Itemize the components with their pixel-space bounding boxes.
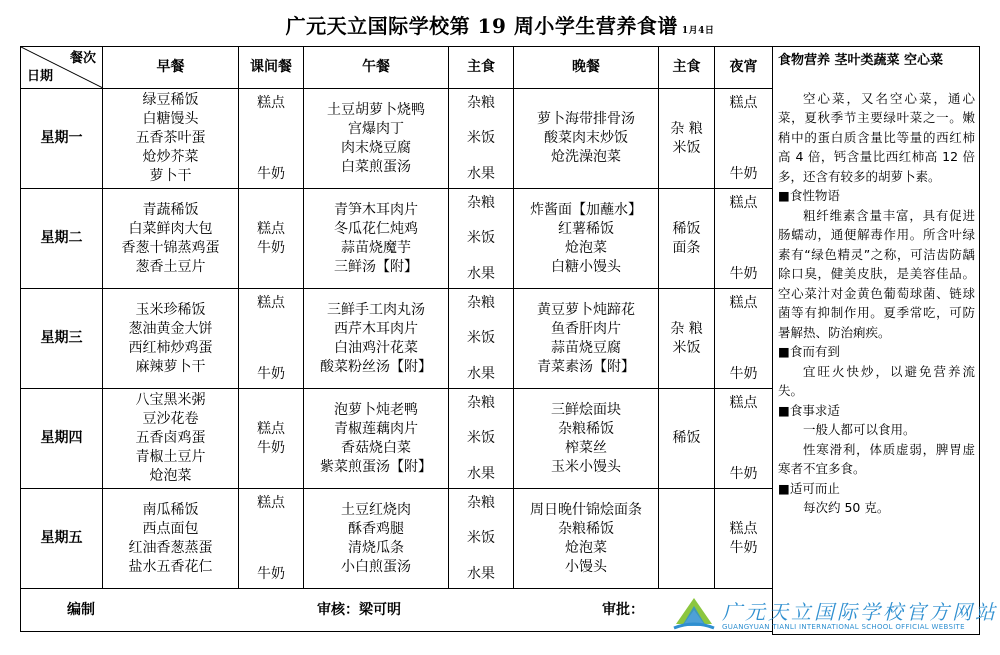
breakfast-cell-item: 五香卤鸡蛋 [135, 430, 206, 446]
breakfast-cell-item: 西点面包 [142, 520, 199, 537]
lunch-cell [304, 189, 449, 289]
breakfast-cell-item: 八宝黑米粥 [135, 392, 206, 408]
dinner-staple-cell-item: 稀饭 [672, 430, 701, 446]
school-watermark-logo [670, 594, 998, 638]
dinner-cell-item: 玉米小馒头 [551, 458, 621, 475]
night-snack-cell-item: 牛奶 [729, 539, 758, 556]
night-snack-cell-item: 牛奶 [729, 465, 758, 482]
snack-cell-item: 牛奶 [257, 165, 285, 182]
lunch-staple-cell-item: 水果 [467, 165, 495, 182]
night-snack-cell-item: 牛奶 [729, 165, 758, 182]
lunch-cell [304, 289, 449, 389]
day-row [21, 89, 773, 189]
dinner-cell-item: 杂粮稀饭 [558, 420, 614, 437]
header-dinner: 晚餐 [514, 47, 659, 89]
night-snack-cell [715, 89, 773, 189]
breakfast-cell [103, 289, 239, 389]
lunch-staple-cell-item: 杂粮 [467, 394, 495, 411]
lunch-staple-cell-item: 杂粮 [467, 294, 495, 311]
dinner-cell-item: 炸酱面【加蘸水】 [530, 201, 642, 218]
footer-approver: 审批： [602, 601, 644, 618]
breakfast-cell [103, 389, 239, 489]
title-date: 1月4日 [681, 26, 715, 36]
lunch-staple-cell [449, 89, 514, 189]
lunch-cell [304, 89, 449, 189]
header-row [21, 47, 773, 89]
school-logo-icon [670, 594, 718, 634]
header-night-snack: 夜宵 [715, 47, 773, 89]
snack-cell [239, 389, 304, 489]
header-staple-lunch: 主食 [449, 47, 514, 89]
breakfast-cell-item: 白糖馒头 [142, 111, 199, 127]
dinner-cell-item: 鱼香肝肉片 [551, 320, 621, 337]
dinner-cell-item: 炝泡菜 [565, 239, 607, 256]
snack-cell-item: 糕点 [257, 294, 285, 311]
corner-date-label: 日期 [27, 69, 54, 84]
dinner-staple-cell-item: 米饭 [672, 339, 701, 356]
lunch-staple-cell-item: 水果 [467, 465, 495, 482]
day-name: 星期三 [21, 289, 103, 389]
sidebar-section-text: 宜旺火快炒，以避免营养流失。 [778, 363, 975, 398]
lunch-staple-cell [449, 289, 514, 389]
lunch-cell-item: 土豆红烧肉 [341, 501, 411, 518]
dinner-cell-item: 白糖小馒头 [551, 258, 621, 275]
nutrition-sidebar [772, 46, 980, 635]
lunch-staple-cell-item: 水果 [467, 265, 495, 282]
breakfast-cell-item: 青椒土豆片 [135, 449, 206, 465]
breakfast-cell-item: 盐水五香花仁 [128, 558, 213, 575]
breakfast-cell-item: 青蔬稀饭 [142, 201, 199, 218]
dinner-staple-cell-item: 米饭 [672, 139, 701, 156]
header-staple-dinner: 主食 [659, 47, 715, 89]
lunch-cell-item: 宫爆肉丁 [348, 120, 404, 137]
breakfast-cell-item: 葱香土豆片 [135, 258, 206, 275]
lunch-cell-item: 三鲜汤【附】 [334, 258, 418, 275]
lunch-staple-cell-item: 米饭 [467, 530, 495, 546]
night-snack-cell-item: 糕点 [729, 520, 758, 537]
lunch-cell-item: 清烧瓜条 [348, 539, 404, 556]
sidebar-section-title: ■ 食事求适 [778, 401, 975, 421]
night-snack-cell-item: 糕点 [729, 394, 758, 411]
night-snack-cell [715, 289, 773, 389]
day-row [21, 489, 773, 589]
dinner-cell-item: 炝泡菜 [565, 539, 607, 556]
footer-row [21, 589, 773, 632]
night-snack-cell-item: 糕点 [729, 194, 758, 211]
dinner-staple-cell-item: 面条 [672, 239, 701, 256]
dinner-cell [514, 289, 659, 389]
snack-cell-item: 牛奶 [257, 439, 285, 456]
night-snack-cell [715, 189, 773, 289]
title-text: 广元天立国际学校第 19 周小学生营养食谱 [285, 14, 678, 38]
dinner-cell-item: 炝洗澡泡菜 [551, 149, 621, 165]
breakfast-cell-item: 葱油黄金大饼 [128, 320, 213, 337]
night-snack-cell-item: 牛奶 [729, 365, 758, 382]
day-row [21, 389, 773, 489]
day-name: 星期四 [21, 389, 103, 489]
dinner-cell-item: 青菜素汤【附】 [537, 358, 635, 375]
lunch-staple-cell-item: 杂粮 [467, 94, 495, 111]
lunch-cell-item: 紫菜煎蛋汤【附】 [320, 458, 432, 475]
dinner-staple-cell [659, 89, 715, 189]
breakfast-cell-item: 南瓜稀饭 [142, 501, 199, 518]
lunch-staple-cell [449, 489, 514, 589]
sidebar-section-text: 性寒滑利，体质虚弱，脾胃虚寒者不宜多食。 [778, 441, 975, 476]
day-name: 星期五 [21, 489, 103, 589]
sidebar-intro: 空心菜，又名空心菜，通心菜，夏秋季节主要绿叶菜之一。嫩稍中的蛋白质含量比等量的西红柿高 4 倍，钙含量比西红柿高 12 倍多，还含有较多的胡萝卜素。 [778, 90, 975, 184]
lunch-staple-cell-item: 米饭 [467, 430, 495, 446]
dinner-cell-item: 杂粮稀饭 [558, 520, 614, 537]
dinner-cell-item: 萝卜海带排骨汤 [537, 111, 635, 127]
dinner-staple-cell-item: 杂 粮 [670, 320, 703, 337]
page-title [0, 10, 1000, 39]
dinner-cell [514, 89, 659, 189]
corner-meal-label: 餐次 [69, 51, 96, 66]
breakfast-cell-item: 萝卜干 [149, 168, 192, 184]
dinner-cell-item: 红薯稀饭 [558, 220, 614, 237]
dinner-staple-cell-item: 稀饭 [672, 220, 701, 237]
breakfast-cell-item: 红油香葱蒸蛋 [128, 539, 213, 556]
lunch-staple-cell-item: 水果 [467, 365, 495, 382]
lunch-staple-cell-item: 杂粮 [467, 194, 495, 211]
dinner-cell-item: 黄豆萝卜炖蹄花 [537, 301, 635, 318]
dinner-staple-cell [659, 289, 715, 389]
sidebar-section-title: ■ 适可而止 [778, 479, 975, 499]
lunch-staple-cell-item: 杂粮 [467, 494, 495, 511]
dinner-cell-item: 蒜苗烧豆腐 [551, 339, 621, 356]
lunch-cell-item: 冬瓜花仁炖鸡 [334, 220, 418, 237]
dinner-cell-item: 周日晚什锦烩面条 [530, 501, 642, 518]
snack-cell-item: 牛奶 [257, 365, 285, 382]
breakfast-cell [103, 489, 239, 589]
lunch-staple-cell-item: 米饭 [467, 130, 495, 146]
footer-editor: 编制 [67, 601, 95, 618]
snack-cell-item: 牛奶 [257, 239, 285, 256]
breakfast-cell-item: 豆沙花卷 [142, 411, 199, 427]
dinner-cell [514, 189, 659, 289]
dinner-cell [514, 489, 659, 589]
footer-reviewer: 审核：梁可明 [317, 601, 401, 618]
night-snack-cell [715, 489, 773, 589]
lunch-staple-cell [449, 389, 514, 489]
snack-cell-item: 牛奶 [257, 565, 285, 582]
dinner-staple-cell [659, 189, 715, 289]
night-snack-cell-item: 糕点 [729, 294, 758, 311]
dinner-cell [514, 389, 659, 489]
header-lunch: 午餐 [304, 47, 449, 89]
breakfast-cell-item: 炝泡菜 [149, 468, 192, 484]
lunch-cell-item: 土豆胡萝卜烧鸭 [327, 101, 425, 118]
lunch-staple-cell [449, 189, 514, 289]
breakfast-cell-item: 白菜鲜肉大包 [128, 220, 213, 237]
lunch-cell [304, 389, 449, 489]
snack-cell-item: 糕点 [257, 94, 285, 111]
sidebar-section-title: ■ 食而有到 [778, 342, 975, 362]
breakfast-cell-item: 玉米珍稀饭 [135, 301, 206, 318]
lunch-cell-item: 青笋木耳肉片 [334, 201, 418, 218]
sidebar-section-text: 粗纤维素含量丰富，具有促进肠蠕动，通便解毒作用。所含叶绿素有“绿色精灵”之称，可洁齿防龋除口臭，健美皮肤，是美容佳品。空心菜汁对金黄色葡萄球菌、链球菌等有抑制作用。夏季常吃，可防暑解热、防治痢疾。 [778, 207, 975, 340]
lunch-cell-item: 三鲜手工肉丸汤 [327, 301, 425, 318]
lunch-cell-item: 小白煎蛋汤 [341, 558, 411, 575]
lunch-cell-item: 酥香鸡腿 [348, 520, 404, 537]
lunch-cell-item: 泡萝卜炖老鸭 [334, 401, 418, 418]
night-snack-cell-item: 糕点 [729, 94, 758, 111]
lunch-cell-item: 肉末烧豆腐 [341, 139, 411, 156]
watermark-english: GUANGYUAN TIANLI INTERNATIONAL SCHOOL OFFICIAL WEBSITE [722, 623, 965, 631]
sidebar-section-text: 每次约 50 克。 [803, 500, 890, 515]
corner-cell [21, 47, 103, 89]
lunch-cell [304, 489, 449, 589]
dinner-cell-item: 小馒头 [565, 558, 607, 575]
snack-cell [239, 289, 304, 389]
dinner-staple-cell [659, 489, 715, 589]
breakfast-cell-item: 绿豆稀饭 [142, 92, 199, 108]
lunch-cell-item: 白油鸡汁花菜 [334, 339, 418, 356]
lunch-staple-cell-item: 米饭 [467, 330, 495, 346]
breakfast-cell [103, 189, 239, 289]
lunch-staple-cell-item: 米饭 [467, 230, 495, 246]
snack-cell [239, 189, 304, 289]
night-snack-cell-item: 牛奶 [729, 265, 758, 282]
lunch-staple-cell-item: 水果 [467, 565, 495, 582]
snack-cell-item: 糕点 [257, 220, 285, 237]
lunch-cell-item: 蒜苗烧魔芋 [341, 239, 411, 256]
breakfast-cell-item: 香葱十锦蒸鸡蛋 [121, 239, 220, 256]
header-breakfast: 早餐 [103, 47, 239, 89]
watermark-chinese: 广元天立国际学校官方网站 [722, 600, 998, 624]
header-snack: 课间餐 [239, 47, 304, 89]
snack-cell-item: 糕点 [257, 420, 285, 437]
lunch-cell-item: 西芹木耳肉片 [334, 320, 418, 337]
dinner-staple-cell [659, 389, 715, 489]
snack-cell [239, 489, 304, 589]
breakfast-cell-item: 五香茶叶蛋 [135, 130, 206, 146]
sidebar-heading: 食物营养 茎叶类蔬菜 空心菜 [778, 53, 944, 68]
dinner-staple-cell-item: 杂 粮 [670, 120, 703, 137]
dinner-cell-item: 三鲜烩面块 [551, 401, 621, 418]
breakfast-cell [103, 89, 239, 189]
snack-cell [239, 89, 304, 189]
lunch-cell-item: 香菇烧白菜 [341, 439, 411, 456]
sidebar-section-title: ■ 食性物语 [778, 186, 975, 206]
breakfast-cell-item: 麻辣萝卜干 [135, 358, 206, 375]
breakfast-cell-item: 炝炒芥菜 [142, 149, 199, 165]
sidebar-section-text: 一般人都可以食用。 [803, 422, 916, 437]
day-row [21, 189, 773, 289]
day-row [21, 289, 773, 389]
night-snack-cell [715, 389, 773, 489]
lunch-cell-item: 青椒莲藕肉片 [334, 420, 418, 437]
menu-table [20, 46, 773, 632]
dinner-cell-item: 酸菜肉末炒饭 [544, 130, 628, 146]
dinner-cell-item: 榨菜丝 [565, 439, 607, 456]
breakfast-cell-item: 西红柿炒鸡蛋 [128, 339, 213, 356]
snack-cell-item: 糕点 [257, 494, 285, 511]
day-name: 星期一 [21, 89, 103, 189]
lunch-cell-item: 酸菜粉丝汤【附】 [320, 358, 432, 375]
day-name: 星期二 [21, 189, 103, 289]
lunch-cell-item: 白菜煎蛋汤 [341, 158, 411, 175]
